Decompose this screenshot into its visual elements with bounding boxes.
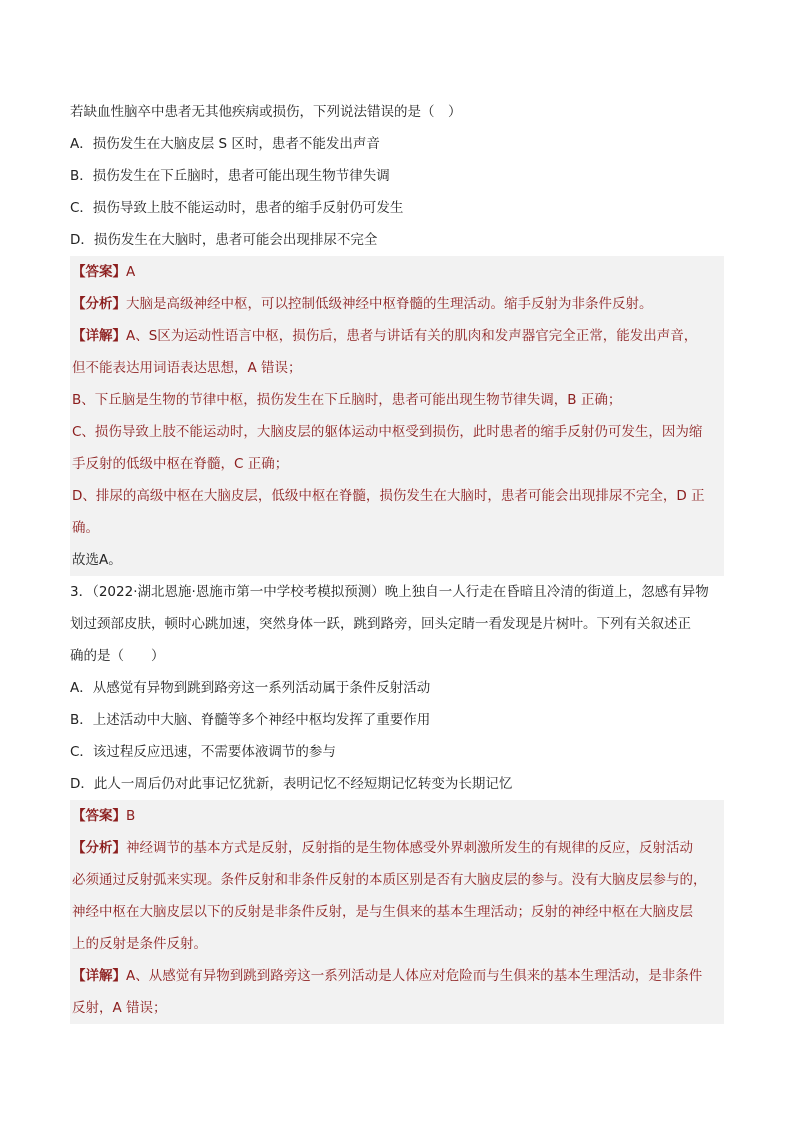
q3-stem-line-1: 3．（2022·湖北恩施·恩施市第一中学校考模拟预测）晚上独自一人行走在昏暗且冷清的街道上，忽感有异物 bbox=[70, 584, 709, 600]
q2-solution-block bbox=[70, 256, 724, 576]
q2-detail-line-7: 确。 bbox=[72, 520, 99, 536]
q3-stem-line-2: 划过颈部皮肤，顿时心跳加速，突然身体一跃，跳到路旁，回头定睛一看发现是片树叶。下列有关叙述正 bbox=[70, 616, 691, 632]
q2-option-d: D．损伤发生在大脑时，患者可能会出现排尿不完全 bbox=[70, 232, 378, 248]
q3-option-d: D．此人一周后仍对此事记忆犹新，表明记忆不经短期记忆转变为长期记忆 bbox=[70, 776, 513, 792]
q2-detail-line-6: D、排尿的高级中枢在大脑皮层，低级中枢在脊髓，损伤发生在大脑时，患者可能会出现排尿不完全，D 正 bbox=[72, 488, 705, 504]
q2-detail-row-1 bbox=[72, 320, 722, 352]
q3-analysis-line-3: 神经中枢在大脑皮层以下的反射是非条件反射，是与生俱来的基本生理活动；反射的神经中枢在大脑皮层 bbox=[72, 904, 693, 920]
q3-option-c: C．该过程反应迅速，不需要体液调节的参与 bbox=[70, 744, 336, 760]
q3-detail-line-2: 反射，A 错误； bbox=[72, 1000, 167, 1016]
q2-detail-line-4: C、损伤导致上肢不能运动时，大脑皮层的躯体运动中枢受到损伤，此时患者的缩手反射仍可发生，因为缩 bbox=[72, 424, 703, 440]
q2-analysis-row bbox=[72, 288, 722, 320]
q3-answer-value: B bbox=[126, 808, 136, 824]
q2-analysis-text: 大脑是高级神经中枢，可以控制低级神经中枢脊髓的生理活动。缩手反射为非条件反射。 bbox=[126, 296, 653, 312]
q3-option-b: B．上述活动中大脑、脊髓等多个神经中枢均发挥了重要作用 bbox=[70, 712, 431, 728]
q3-analysis-tag: 【分析】 bbox=[72, 840, 126, 856]
document-content bbox=[70, 96, 724, 1024]
q3-answer-row bbox=[72, 800, 722, 832]
q2-detail-line-2: 但不能表达用词语表达思想，A 错误； bbox=[72, 360, 302, 376]
q3-option-a: A．从感觉有异物到跳到路旁这一系列活动属于条件反射活动 bbox=[70, 680, 431, 696]
q3-detail-row-1 bbox=[72, 960, 722, 992]
q2-answer-tag: 【答案】 bbox=[72, 264, 126, 280]
q2-option-b: B．损伤发生在下丘脑时，患者可能出现生物节律失调 bbox=[70, 168, 390, 184]
q2-detail-line-1: A、S区为运动性语言中枢，损伤后，患者与讲话有关的肌肉和发声器官完全正常，能发出声音， bbox=[126, 328, 698, 344]
q3-detail-line-1: A、从感觉有异物到跳到路旁这一系列活动是人体应对危险而与生俱来的基本生理活动，是非条件 bbox=[126, 968, 703, 984]
q2-detail-line-5: 手反射的低级中枢在脊髓，C 正确； bbox=[72, 456, 289, 472]
q2-analysis-tag: 【分析】 bbox=[72, 296, 126, 312]
q3-analysis-row-1 bbox=[72, 832, 722, 864]
q3-analysis-line-2: 必须通过反射弧来实现。条件反射和非条件反射的本质区别是否有大脑皮层的参与。没有大脑皮层参与的， bbox=[72, 872, 707, 888]
q2-answer-row bbox=[72, 256, 722, 288]
q3-answer-tag: 【答案】 bbox=[72, 808, 126, 824]
q3-analysis-line-4: 上的反射是条件反射。 bbox=[72, 936, 207, 952]
q2-conclusion: 故选A。 bbox=[72, 552, 122, 568]
q3-analysis-line-1: 神经调节的基本方式是反射，反射指的是生物体感受外界刺激所发生的有规律的反应，反射活动 bbox=[126, 840, 693, 856]
q3-stem-line-3: 确的是（ ） bbox=[70, 648, 165, 664]
q2-stem: 若缺血性脑卒中患者无其他疾病或损伤，下列说法错误的是（ ） bbox=[70, 104, 462, 120]
q2-option-c: C．损伤导致上肢不能运动时，患者的缩手反射仍可发生 bbox=[70, 200, 404, 216]
q2-detail-line-3: B、下丘脑是生物的节律中枢，损伤发生在下丘脑时，患者可能出现生物节律失调，B 正确； bbox=[72, 392, 622, 408]
q3-solution-block bbox=[70, 800, 724, 1024]
q2-option-a: A．损伤发生在大脑皮层 S 区时，患者不能发出声音 bbox=[70, 136, 380, 152]
q2-answer-value: A bbox=[126, 264, 136, 280]
q3-detail-tag: 【详解】 bbox=[72, 968, 126, 984]
q2-detail-tag: 【详解】 bbox=[72, 328, 126, 344]
